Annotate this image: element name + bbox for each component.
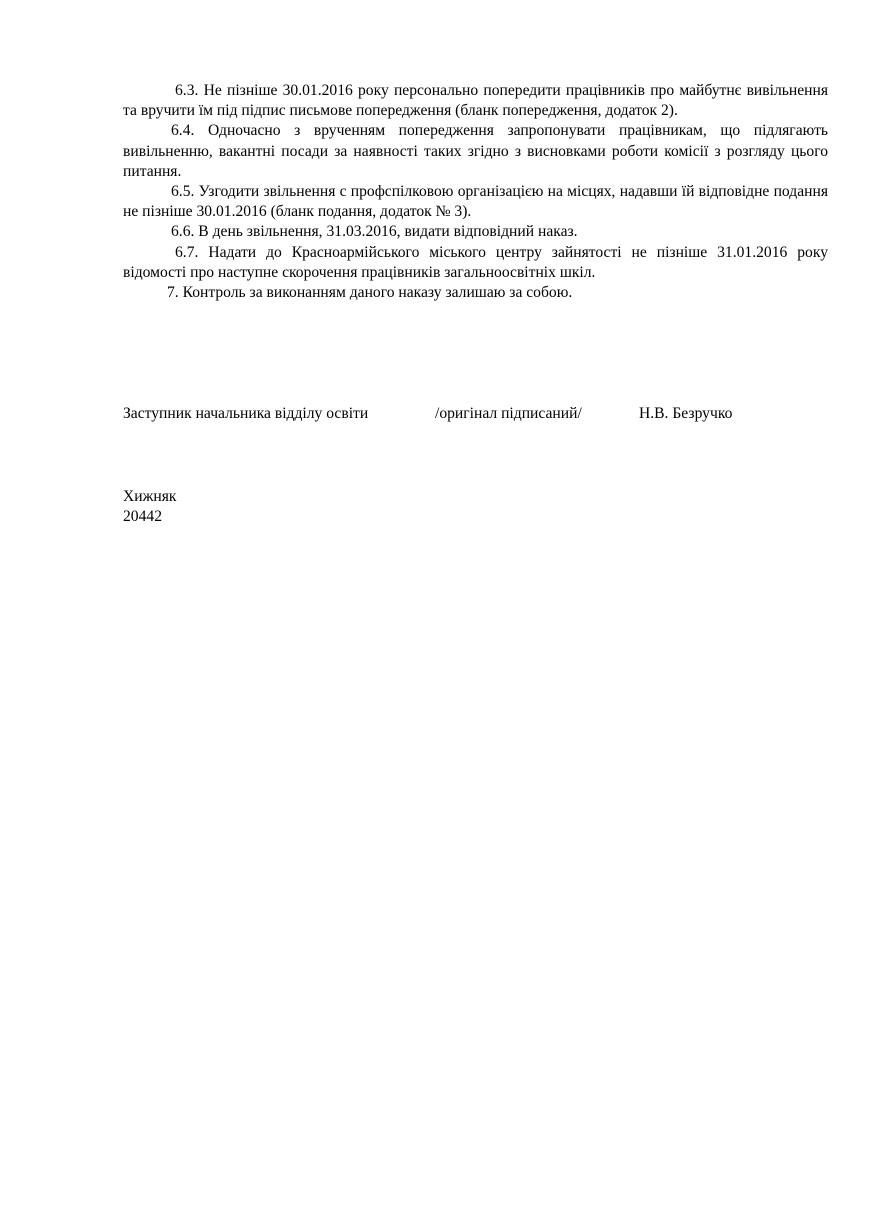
signature-note: /оригінал підписаний/ <box>435 405 582 422</box>
paragraph-6-3: 6.3. Не пізніше 30.01.2016 року персонально попередити працівників про майбутнє вивільнення та вручити їм під підпис письмове попередження (бланк попередження, додаток 2). <box>123 82 828 120</box>
executor-phone: 20442 <box>123 508 162 526</box>
executor-name: Хижняк <box>123 488 177 505</box>
signatory-position: Заступник начальника відділу освіти <box>123 405 369 422</box>
signatory-name: Н.В. Безручко <box>639 405 733 422</box>
order-body <box>123 81 828 303</box>
paragraph-6-5: 6.5. Узгодити звільнення с профспілковою організацією на місцях, надавши їй відповідне подання не пізніше 30.01.2016 (бланк подання, додаток № 3). <box>123 183 828 221</box>
paragraph-6-4: 6.4. Одночасно з врученням попередження запропонувати працівникам, що підлягають вивільненню, вакантні посади за наявності таких згідно з висновками роботи комісії з розгляду цього питання. <box>123 122 828 180</box>
paragraph-6-6: 6.6. В день звільнення, 31.03.2016, видати відповідний наказ. <box>171 223 578 241</box>
signature-block <box>123 404 823 428</box>
paragraph-6-7: 6.7. Надати до Красноармійського міського центру зайнятості не пізніше 31.01.2016 року відомості про наступне скорочення працівників загальноосвітніх шкіл. <box>123 243 828 281</box>
paragraph-7: 7. Контроль за виконанням даного наказу залишаю за собою. <box>167 284 573 302</box>
executor-block <box>123 487 176 528</box>
